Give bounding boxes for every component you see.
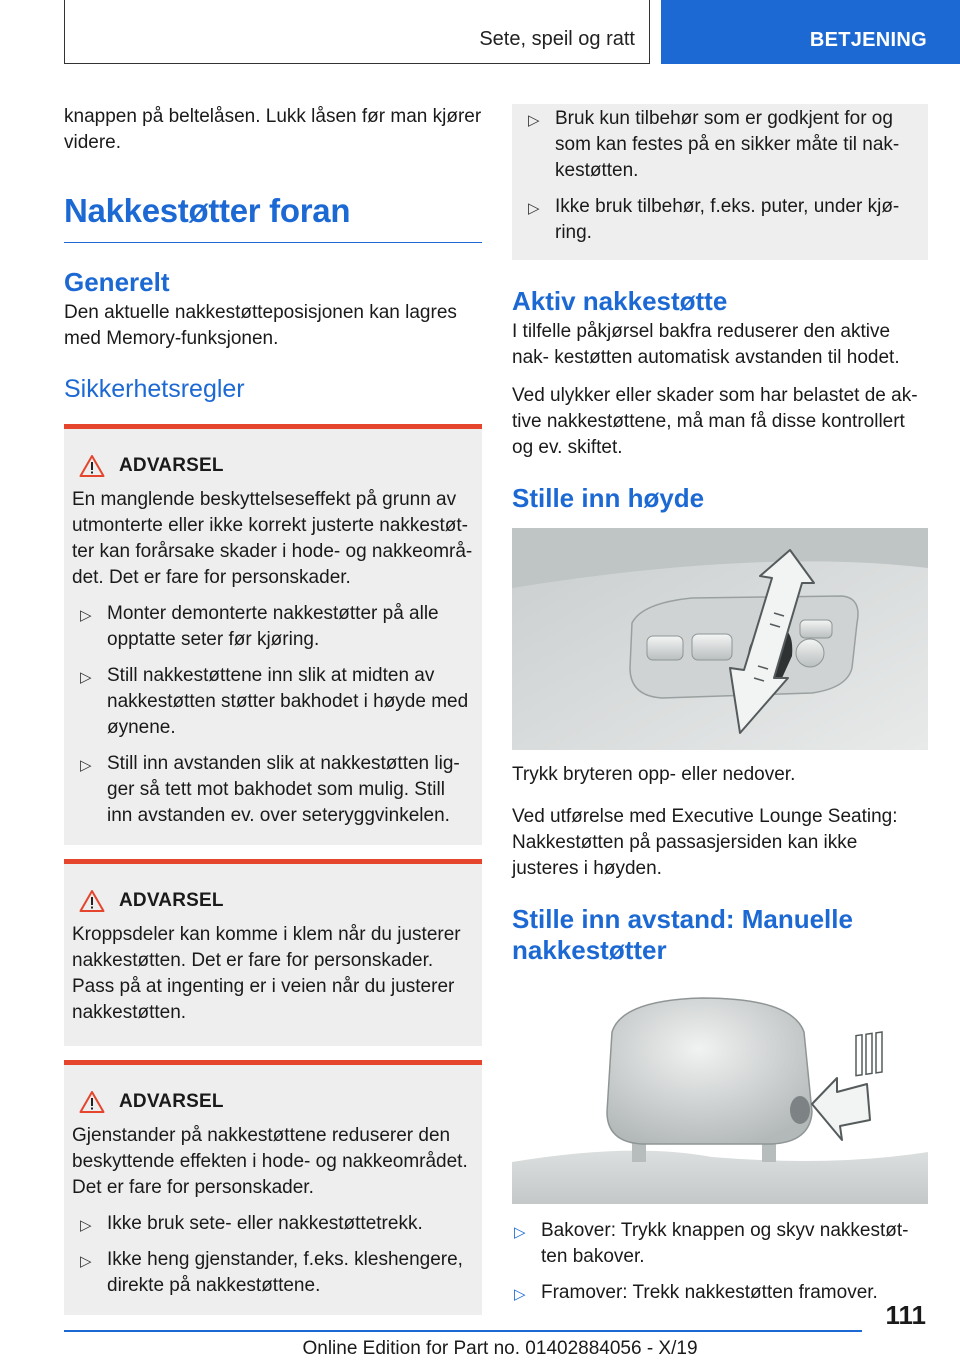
warning-list <box>72 601 474 829</box>
list-item: ▷ Still nakkestøttene inn slik at midten av nakkestøtten støtter bakhodet i høyde med øynene. <box>80 665 469 738</box>
sikkerhet-heading: Sikkerhetsregler <box>64 375 245 403</box>
warning-title: ADVARSEL <box>119 890 224 911</box>
warning-list <box>72 1211 474 1299</box>
bullet-triangle-icon: ▷ <box>514 1286 526 1303</box>
avstand-list <box>512 1218 928 1306</box>
left-column <box>64 104 482 1315</box>
aktiv-text-2: Ved ulykker eller skader som har belastet de ak- tive nakkestøttene, må man få disse kontrollert og ev. skiftet. <box>512 385 918 458</box>
aktiv-heading: Aktiv nakkestøtte <box>512 286 728 316</box>
footer-divider <box>64 1330 862 1332</box>
hoyde-heading: Stille inn høyde <box>512 483 705 513</box>
hoyde-text-2: Ved utførelse med Executive Lounge Seating: Nakkestøtten på passasjersiden kan ikke justeres i høyden. <box>512 806 898 879</box>
aktiv-text-1: I tilfelle påkjørsel bakfra reduserer den aktive nak- kestøtten automatisk avstanden til hodet. <box>512 321 900 368</box>
right-column <box>512 104 928 1316</box>
page-title: Nakkestøtter foran <box>64 192 482 243</box>
warning-header <box>72 888 474 914</box>
list-item: ▷ Ikke bruk tilbehør, f.eks. puter, under kjø- ring. <box>528 196 900 243</box>
generelt-heading: Generelt <box>64 267 170 297</box>
list-item: ▷ Framover: Trekk nakkestøtten framover. <box>512 1280 928 1306</box>
list-item: ▷ Monter demonterte nakkestøtter på alle opptatte seter før kjøring. <box>80 603 439 650</box>
warning-text: En manglende beskyttelseseffekt på grunn av utmonterte eller ikke korrekt justerte nakkestøt- ter kan forårsake skader i hode- og nakkeområ- det. Det er fare for personskader. <box>72 489 473 588</box>
seat-switch-figure <box>512 528 928 750</box>
headrest-illustration <box>512 992 928 1204</box>
header-section-tab <box>64 0 650 64</box>
bullet-triangle-icon: ▷ <box>528 112 540 129</box>
hoyde-text-1: Trykk bryteren opp- eller nedover. <box>512 764 796 785</box>
generelt-text: Den aktuelle nakkestøtteposisjonen kan lagres med Memory-funksjonen. <box>64 302 457 349</box>
header-chapter-title: BETJENING <box>809 29 927 51</box>
bullet-triangle-icon: ▷ <box>80 669 92 686</box>
page-number: 111 <box>885 1300 926 1330</box>
bullet-triangle-icon: ▷ <box>80 1253 92 1270</box>
warning-box-2 <box>64 859 482 1046</box>
list-item: ▷ Still inn avstanden slik at nakkestøtten lig- ger så tett mot bakhodet som mulig. Still inn avstanden ev. over seteryggvinkelen. <box>80 753 460 826</box>
warning-box-1 <box>64 424 482 845</box>
warning-text: Kroppsdeler kan komme i klem når du justerer nakkestøtten. Det er fare for personskader. Pass på at ingenting er i veien når du justerer nakkestøtten. <box>72 924 461 1023</box>
bullet-triangle-icon: ▷ <box>528 200 540 217</box>
bullet-triangle-icon: ▷ <box>80 757 92 774</box>
warning-title: ADVARSEL <box>119 455 224 476</box>
warning-text: Gjenstander på nakkestøttene reduserer den beskyttende effekten i hode- og nakkeområdet. Det er fare for personskader. <box>72 1125 468 1198</box>
warning-header <box>72 453 474 479</box>
header-section-title: Sete, speil og ratt <box>479 28 635 50</box>
warning-header <box>72 1089 474 1115</box>
list-item: ▷ Bakover: Trykk knappen og skyv nakkestøt- ten bakover. <box>514 1220 909 1267</box>
warning-triangle-icon <box>79 1090 105 1114</box>
list-item: ▷ Bruk kun tilbehør som er godkjent for og som kan festes på en sikker måte til nak- kestøtten. <box>528 108 900 181</box>
bullet-triangle-icon: ▷ <box>80 1217 92 1234</box>
list-item: ▷ Ikke bruk sete- eller nakkestøttetrekk. <box>72 1211 474 1237</box>
warning-box-3 <box>64 1060 482 1315</box>
list-item: ▷ Ikke heng gjenstander, f.eks. kleshengere, direkte på nakkestøttene. <box>80 1249 463 1296</box>
warning-continuation-box <box>512 104 928 260</box>
intro-text: knappen på beltelåsen. Lukk låsen før man kjører videre. <box>64 106 482 153</box>
warning-list <box>520 106 920 246</box>
bullet-triangle-icon: ▷ <box>80 607 92 624</box>
header-chapter-tab <box>661 0 960 64</box>
warning-triangle-icon <box>79 454 105 478</box>
bullet-triangle-icon: ▷ <box>514 1224 526 1241</box>
warning-title: ADVARSEL <box>119 1091 224 1112</box>
headrest-figure <box>512 992 928 1204</box>
seat-switch-illustration <box>512 528 928 750</box>
warning-triangle-icon <box>79 889 105 913</box>
footer-edition: Online Edition for Part no. 01402884056 - X/19 <box>302 1338 698 1359</box>
avstand-heading: Stille inn avstand: Manuelle nakkestøtter <box>512 904 853 965</box>
